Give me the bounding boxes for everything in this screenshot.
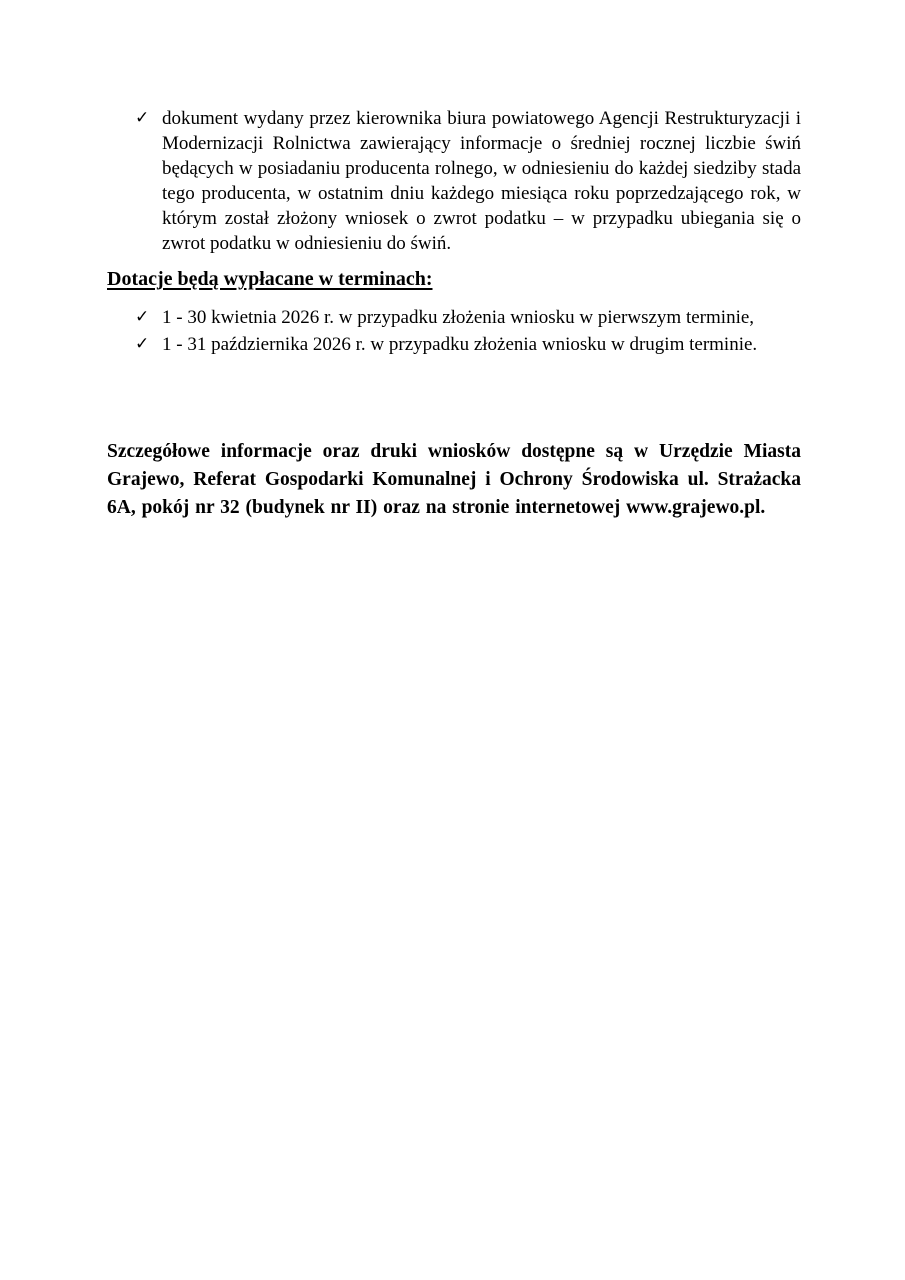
- list-item: [107, 0, 801, 256]
- checkmark-icon: ✓: [135, 307, 150, 327]
- intro-paragraph: dokument wydany przez kierownika biura powiatowego Agencji Restrukturyzacji i Modernizacji Rolnictwa zawierający informacje o średniej rocznej liczbie świń będących w posiadaniu producenta rolnego, w odniesieniu do każdej siedziby stada tego producenta, w ostatnim dniu każdego miesiąca roku poprzedzającego rok, w którym został złożony wniosek o zwrot podatku – w przypadku ubiegania się o zwrot podatku w odniesieniu do świń.: [162, 108, 801, 254]
- terms-list: [107, 304, 801, 358]
- term-second-deadline: 1 - 31 października 2026 r. w przypadku złożenia wniosku w drugim terminie.: [162, 334, 758, 355]
- checkmark-icon: ✓: [135, 108, 150, 128]
- list-item: [107, 304, 801, 331]
- checkmark-icon: ✓: [135, 334, 150, 354]
- contact-info-paragraph: Szczegółowe informacje oraz druki wniosków dostępne są w Urzędzie Miasta Grajewo, Referat Gospodarki Komunalnej i Ochrony Środowiska ul. Strażacka 6A, pokój nr 32 (budynek nr II) oraz na stronie internetowej www.grajewo.pl.: [107, 441, 801, 518]
- document-content: [107, 0, 801, 522]
- list-item: [107, 331, 801, 358]
- section-heading: Dotacje będą wypłacane w terminach:: [107, 268, 433, 290]
- term-first-deadline: 1 - 30 kwietnia 2026 r. w przypadku złożenia wniosku w pierwszym terminie,: [162, 307, 755, 328]
